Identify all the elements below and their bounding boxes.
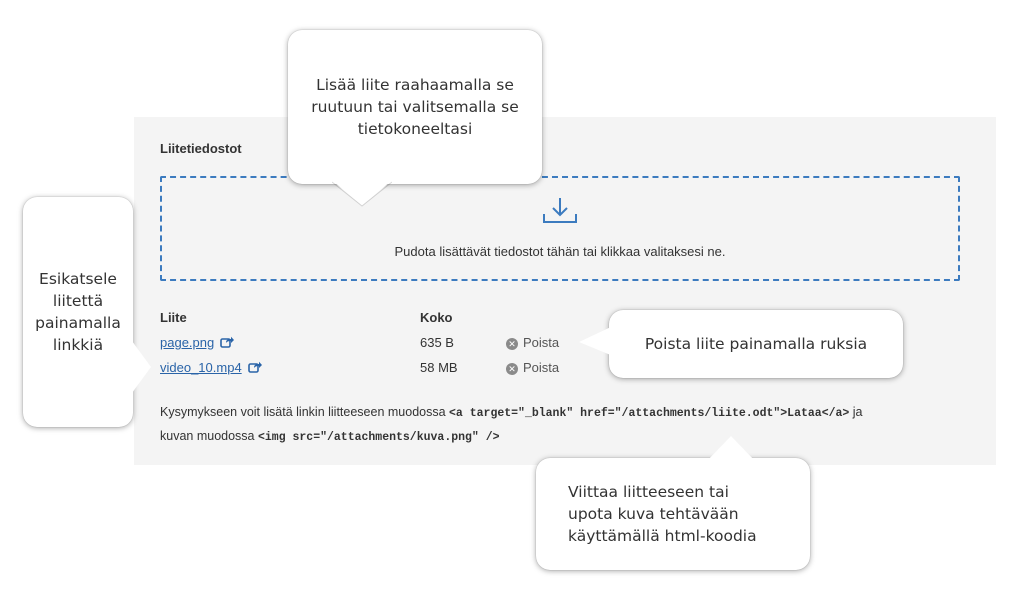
file-size: 635 B — [420, 335, 454, 350]
file-name[interactable]: page.png — [160, 335, 215, 350]
remove-label[interactable]: Poista — [523, 335, 560, 350]
help-line1-suffix: ja — [849, 405, 863, 419]
external-link-icon — [248, 361, 262, 373]
callout-add-text: Lisää liite raahaamalla se ruutuun tai valitsemalla se tietokoneeltasi — [311, 76, 519, 138]
remove-button[interactable] — [506, 335, 559, 350]
callout-tail — [706, 436, 756, 462]
callout-tail — [332, 180, 392, 210]
column-header-file: Liite — [160, 310, 187, 325]
panel-title: Liitetiedostot — [160, 141, 242, 156]
callout-tail — [129, 337, 153, 397]
close-icon[interactable]: ✕ — [506, 338, 518, 350]
callout-remove-text: Poista liite painamalla ruksia — [644, 335, 868, 353]
help-line2-prefix: kuvan muodossa — [160, 429, 258, 443]
remove-label[interactable]: Poista — [523, 360, 560, 375]
file-dropzone[interactable] — [160, 176, 960, 281]
dropzone-text: Pudota lisättävät tiedostot tähän tai klikkaa valitaksesi ne. — [394, 244, 726, 259]
callout-tail — [579, 322, 613, 362]
column-header-size: Koko — [420, 310, 453, 325]
callout-add-attachment — [288, 30, 542, 184]
callout-preview-text: Esikatsele liitettä painamalla linkkiä — [35, 270, 121, 354]
help-line1-prefix: Kysymykseen voit lisätä linkin liitteeseen muodossa — [160, 405, 450, 419]
attachments-panel — [134, 117, 996, 465]
file-name[interactable]: video_10.mp4 — [160, 360, 242, 375]
file-size: 58 MB — [420, 360, 458, 375]
callout-preview — [23, 197, 133, 427]
callout-reference — [536, 458, 810, 570]
external-link-icon — [220, 336, 234, 348]
img-code-snippet: <img src="/attachments/kuva.png" /> — [257, 431, 500, 444]
callout-reference-text: Viittaa liitteeseen tai upota kuva tehtävään käyttämällä html-koodia — [568, 483, 757, 545]
remove-button[interactable] — [506, 360, 559, 375]
close-icon[interactable]: ✕ — [506, 363, 518, 375]
download-icon — [542, 196, 578, 226]
callout-remove — [609, 310, 903, 378]
file-link[interactable] — [160, 360, 262, 375]
file-link[interactable] — [160, 335, 234, 350]
link-code-snippet: <a target="_blank" href="/attachments/liite.odt">Lataa</a> — [449, 407, 850, 420]
help-text — [160, 401, 970, 449]
